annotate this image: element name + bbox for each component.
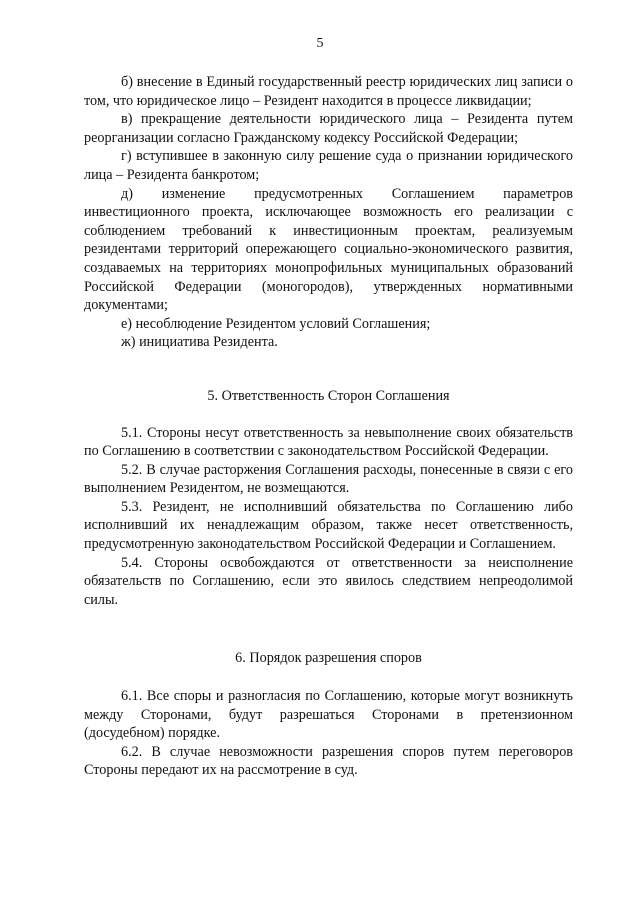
clause-6-1: 6.1. Все споры и разногласия по Соглашению, которые могут возникнуть между Сторонами, будут разрешаться Сторонами в претензионном (досудебном) порядке.: [84, 688, 573, 742]
clause-5-4: 5.4. Стороны освобождаются от ответственности за неисполнение обязательств по Соглашению, если это явилось следствием непреодолимой силы.: [84, 554, 573, 608]
section-5-title: 5. Ответственность Сторон Соглашения: [207, 387, 450, 404]
clause-5-3: 5.3. Резидент, не исполнивший обязательства по Соглашению либо исполнивший их ненадлежащим образом, также несет ответственность, предусмотренную законодательством Российской Федерации и Соглашением.: [84, 498, 573, 553]
page-number: 5: [316, 36, 324, 51]
list-item-zh: ж) инициатива Резидента.: [121, 334, 278, 351]
list-item-v: в) прекращение деятельности юридического лица – Резидента путем реорганизации согласно Гражданскому кодексу Российской Федерации;: [84, 111, 573, 146]
list-item-b: б) внесение в Единый государственный реестр юридических лиц записи о том, что юридическое лицо – Резидент находится в процессе ликвидации;: [84, 74, 573, 109]
list-item-d: д) изменение предусмотренных Соглашением параметров инвестиционного проекта, исключающее возможность его реализации с соблюдением требований к инвестиционным проектам, реализуемым резидентами территорий опережающего социально-экономического развития, создаваемых на территориях монопрофильных муниципальных образований Российской Федерации (моногородов), утвержденных нормативными документами;: [84, 185, 573, 314]
clause-5-2: 5.2. В случае расторжения Соглашения расходы, понесенные в связи с его выполнением Резидентом, не возмещаются.: [84, 461, 573, 497]
list-item-g: г) вступившее в законную силу решение суда о признании юридического лица – Резидента банкротом;: [84, 148, 573, 183]
section-6-title: 6. Порядок разрешения споров: [235, 650, 422, 667]
clause-6-2: 6.2. В случае невозможности разрешения споров путем переговоров Стороны передают их на рассмотрение в суд.: [84, 743, 573, 779]
clause-5-1: 5.1. Стороны несут ответственность за невыполнение своих обязательств по Соглашению в соответствии с законодательством Российской Федерации.: [84, 424, 573, 460]
document-body: [84, 73, 573, 780]
list-item-e: е) несоблюдение Резидентом условий Соглашения;: [121, 315, 431, 332]
